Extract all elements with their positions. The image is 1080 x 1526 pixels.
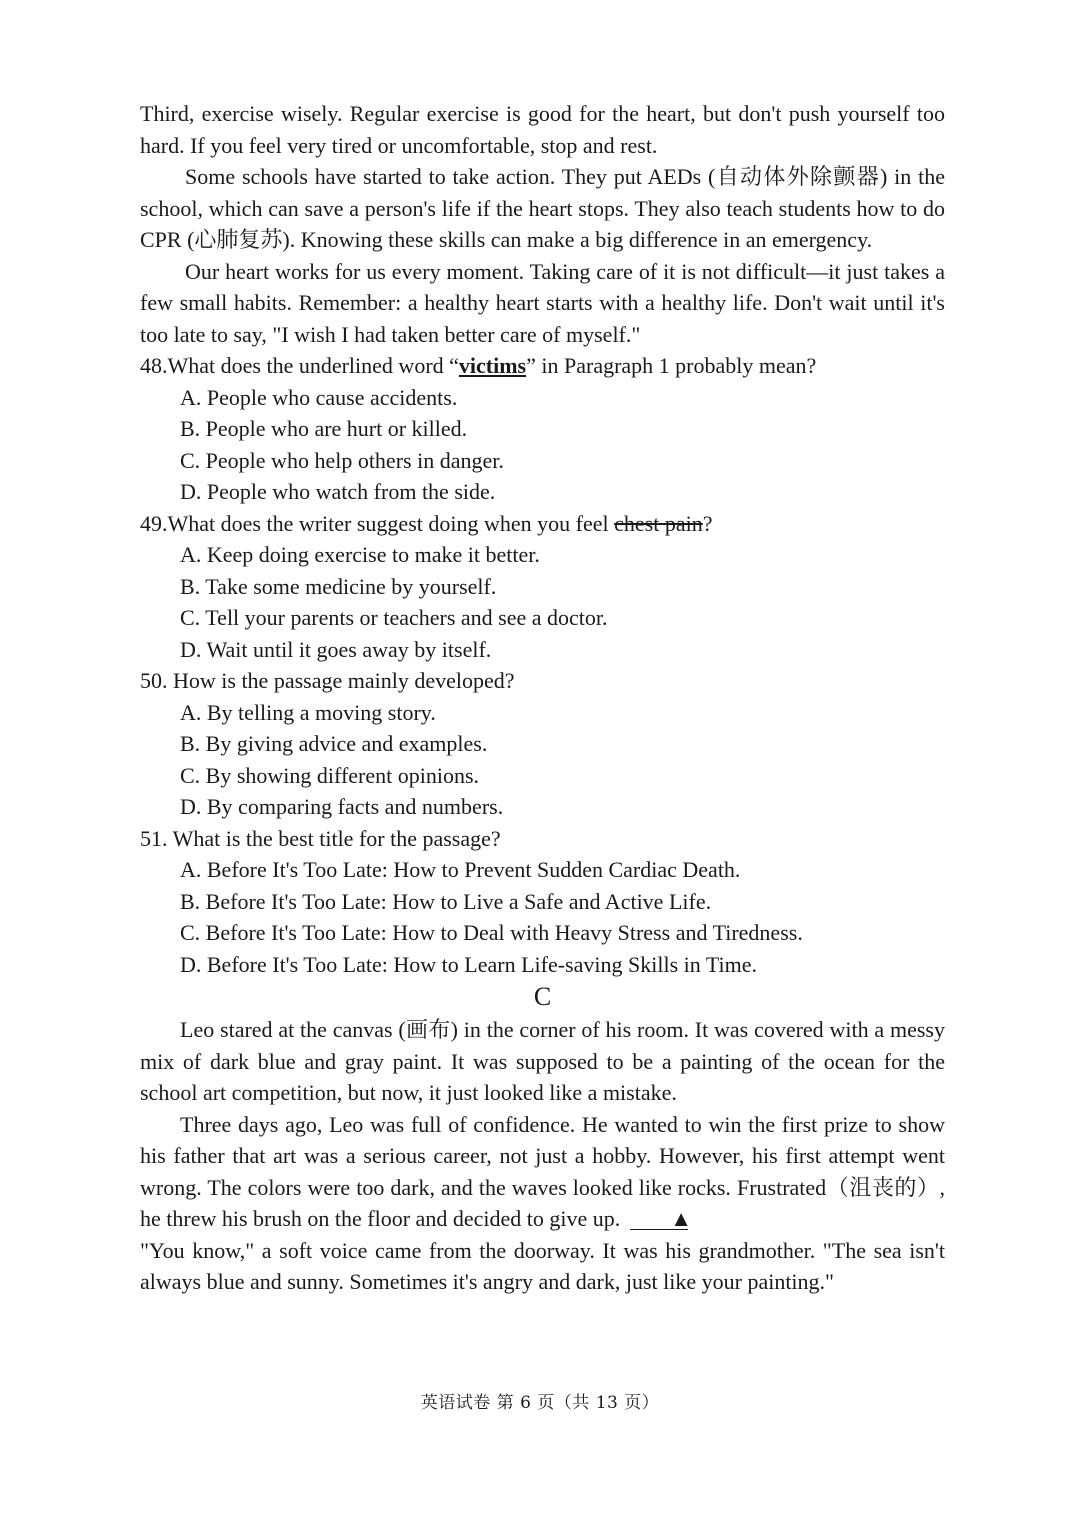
question-48-options <box>140 382 945 508</box>
page-footer: 英语试卷 第 6 页（共 13 页） <box>420 1393 660 1413</box>
struck-text: chest pain <box>614 510 703 536</box>
option-b: B. Take some medicine by yourself. <box>180 573 497 599</box>
option-d: D. By comparing facts and numbers. <box>180 794 504 819</box>
section-heading: C <box>533 982 552 1011</box>
option-d: D. Before It's Too Late: How to Learn Life-saving Skills in Time. <box>180 951 757 977</box>
option-b: B. By giving advice and examples. <box>180 731 488 756</box>
question-48 <box>140 350 945 508</box>
question-49 <box>140 508 945 666</box>
passage-b-paragraph-2: Some schools have started to take action. They put AEDs (自动体外除颤器) in the school, which can save a person's life if the heart stops. They also teach students how to do CPR (心肺复苏). Knowing these skills can make a big difference in an emergency. <box>140 164 945 252</box>
option-d: D. People who watch from the side. <box>180 479 496 504</box>
triangle-marker-icon: ▲ <box>670 1206 692 1231</box>
passage-b-paragraph-1: Third, exercise wisely. Regular exercise is good for the heart, but don't push yourself too hard. If you feel very tired or uncomfortable, stop and rest. <box>140 101 945 158</box>
question-50-options <box>140 697 945 823</box>
question-48-stem: 48.What does the underlined word “victims” in Paragraph 1 probably mean? <box>140 353 817 378</box>
question-50-stem: 50. How is the passage mainly developed? <box>140 668 515 693</box>
passage-c-paragraph-3: "You know," a soft voice came from the doorway. It was his grandmother. "The sea isn't always blue and sunny. Sometimes it's angry and dark, just like your painting." <box>140 1237 945 1294</box>
option-a: A. By telling a moving story. <box>180 699 436 725</box>
option-c: C. People who help others in danger. <box>180 447 504 473</box>
passage-c-paragraph-2: Three days ago, Leo was full of confidence. He wanted to win the first prize to show his father that art was a serious career, not just a hobby. However, his first attempt went wrong. The colors were too dark, and the waves looked like rocks. Frustrated（沮丧的）, he threw his brush on the floor and decided to give up. ▲ <box>140 1111 945 1231</box>
option-a: A. Before It's Too Late: How to Prevent Sudden Cardiac Death. <box>180 857 741 882</box>
question-50 <box>140 665 945 823</box>
option-a: A. Keep doing exercise to make it better. <box>180 542 540 567</box>
passage-b-paragraph-3: Our heart works for us every moment. Taking care of it is not difficult—it just takes a few small habits. Remember: a healthy heart starts with a healthy life. Don't wait until it's too late to say, "I wish I had taken better care of myself." <box>140 258 945 347</box>
passage-c-paragraph-1: Leo stared at the canvas (画布) in the corner of his room. It was covered with a messy mix of dark blue and gray paint. It was supposed to be a painting of the ocean for the school art competition, but now, it just looked like a mistake. <box>140 1017 945 1105</box>
question-51-stem: 51. What is the best title for the passage? <box>140 825 501 851</box>
underlined-keyword: victims <box>458 353 527 378</box>
option-a: A. People who cause accidents. <box>180 384 458 410</box>
question-51 <box>140 823 945 981</box>
option-c: C. Tell your parents or teachers and see a doctor. <box>180 605 608 630</box>
option-b: B. People who are hurt or killed. <box>180 416 468 441</box>
exam-page <box>140 98 945 1298</box>
answer-blank <box>630 1206 692 1231</box>
option-c: C. Before It's Too Late: How to Deal with Heavy Stress and Tiredness. <box>180 920 803 945</box>
question-51-options <box>140 854 945 980</box>
option-d: D. Wait until it goes away by itself. <box>180 636 492 662</box>
option-b: B. Before It's Too Late: How to Live a Safe and Active Life. <box>180 888 712 914</box>
option-c: C. By showing different opinions. <box>180 762 480 788</box>
question-49-options <box>140 539 945 665</box>
question-49-stem: 49.What does the writer suggest doing when you feel chest pain? <box>140 510 713 536</box>
